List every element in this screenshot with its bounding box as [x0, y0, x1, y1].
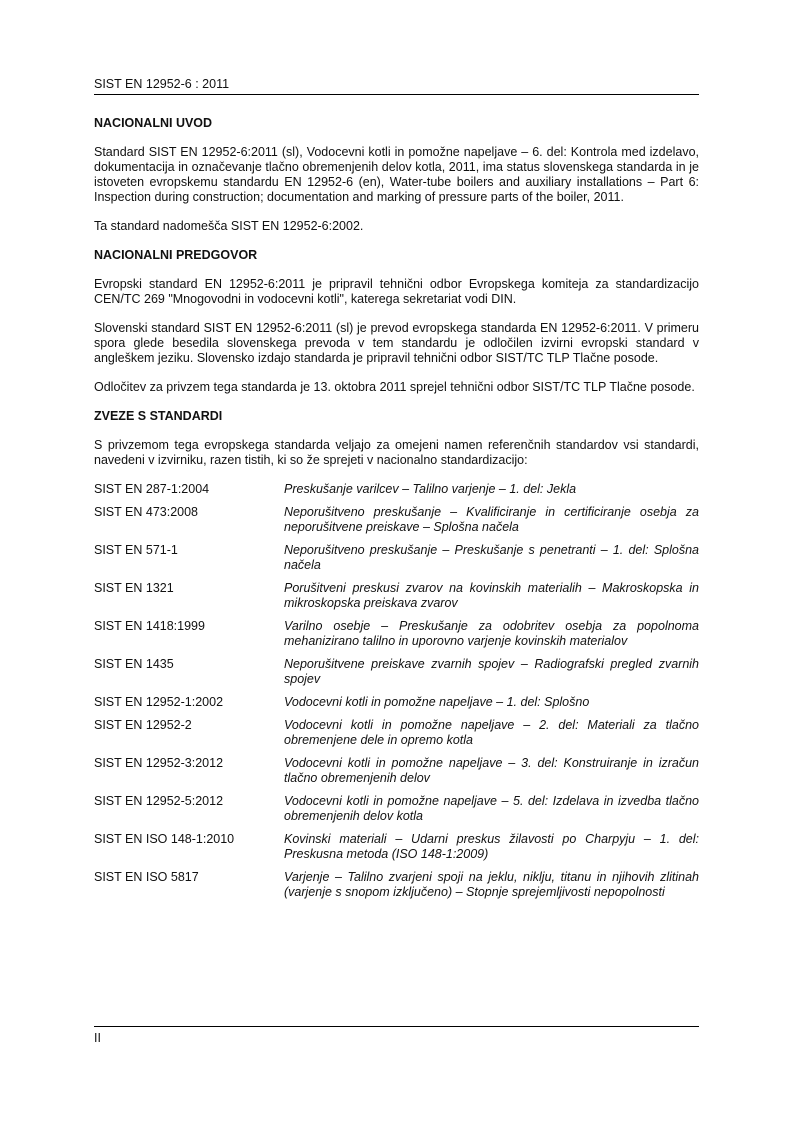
reference-row: [94, 505, 699, 535]
reference-list: [94, 482, 699, 900]
reference-code: SIST EN ISO 5817: [94, 870, 199, 884]
intro-heading: NACIONALNI UVOD: [94, 116, 213, 130]
reference-code: SIST EN 12952-5:2012: [94, 794, 224, 808]
reference-title: Vodocevni kotli in pomožne napeljave – 1. del: Splošno: [284, 695, 590, 709]
reference-code: SIST EN ISO 148-1:2010: [94, 832, 235, 846]
running-header: SIST EN 12952-6 : 2011: [94, 77, 230, 91]
reference-title: Neporušitvene preiskave zvarnih spojev – Radiografski pregled zvarnih spojev: [284, 657, 699, 686]
reference-code: SIST EN 12952-1:2002: [94, 695, 224, 709]
reference-title: Neporušitveno preskušanje – Kvalificiranje in certificiranje osebja za neporušitvene preiskave – Splošna načela: [284, 505, 699, 534]
reference-title: Varilno osebje – Preskušanje za odobritev osebja za popolnoma mehanizirano talilno in uporovno varjenje kovinskih materialov: [284, 619, 699, 648]
foreword-paragraph-2: Slovenski standard SIST EN 12952-6:2011 (sl) je prevod evropskega standarda EN 12952-6:2011. V primeru spora glede besedila slovenskega prevoda v tem standardu je odločilen izvirni evropski standard v angleškem jeziku. Slovensko izdajo standarda je pripravil tehnični odbor SIST/TC TLP Tlačne posode.: [94, 321, 699, 365]
reference-title: Varjenje – Talilno zvarjeni spoji na jeklu, niklju, titanu in njihovih zlitinah (varjenje s snopom izključeno) – Stopnje sprejemljivosti nepopolnosti: [284, 870, 699, 899]
reference-code: SIST EN 1321: [94, 581, 174, 595]
reference-code: SIST EN 12952-2: [94, 718, 192, 732]
intro-paragraph-1: Standard SIST EN 12952-6:2011 (sl), Vodocevni kotli in pomožne napeljave – 6. del: Kontrola med izdelavo, dokumentacija in označevanje tlačno obremenjenih delov kotla, 2011, ima status slovenskega standarda in je istoveten evropskemu standardu EN 12952-6 (en), Water-tube boilers and auxiliary installations – Part 6: Inspection during construction; documentation and marking of pressure parts of the boiler, 2011.: [94, 145, 699, 204]
foreword-heading: NACIONALNI PREDGOVOR: [94, 248, 258, 262]
reference-row: [94, 695, 699, 710]
reference-row: [94, 832, 699, 862]
reference-row: [94, 870, 699, 900]
links-heading: ZVEZE S STANDARDI: [94, 409, 223, 423]
reference-title: Preskušanje varilcev – Talilno varjenje – 1. del: Jekla: [284, 482, 577, 496]
reference-code: SIST EN 1418:1999: [94, 619, 205, 633]
foreword-paragraph-3: Odločitev za privzem tega standarda je 13. oktobra 2011 sprejel tehnični odbor SIST/TC TLP Tlačne posode.: [94, 380, 695, 394]
footer-divider: [94, 1026, 699, 1027]
reference-title: Vodocevni kotli in pomožne napeljave – 5. del: Izdelava in izvedba tlačno obremenjenih delov kotla: [284, 794, 699, 823]
reference-title: Vodocevni kotli in pomožne napeljave – 2. del: Materiali za tlačno obremenjene dele in opremo kotla: [284, 718, 699, 747]
reference-title: Porušitveni preskusi zvarov na kovinskih materialih – Makroskopska in mikroskopska preiskava zvarov: [284, 581, 699, 610]
reference-code: SIST EN 287-1:2004: [94, 482, 210, 496]
header-divider: [94, 94, 699, 95]
reference-row: [94, 619, 699, 649]
reference-code: SIST EN 473:2008: [94, 505, 199, 519]
reference-code: SIST EN 12952-3:2012: [94, 756, 224, 770]
reference-title: Vodocevni kotli in pomožne napeljave – 3. del: Konstruiranje in izračun tlačno obremenjenih delov: [284, 756, 699, 785]
intro-paragraph-2: Ta standard nadomešča SIST EN 12952-6:2002.: [94, 219, 364, 233]
page-body: [94, 116, 699, 908]
reference-code: SIST EN 571-1: [94, 543, 178, 557]
reference-code: SIST EN 1435: [94, 657, 174, 671]
page-number: II: [94, 1031, 101, 1045]
foreword-paragraph-1: Evropski standard EN 12952-6:2011 je pripravil tehnični odbor Evropskega komiteja za standardizacijo CEN/TC 269 "Mnogovodni in vodocevni kotli", katerega sekretariat vodi DIN.: [94, 277, 699, 306]
reference-row: [94, 657, 699, 687]
reference-title: Neporušitveno preskušanje – Preskušanje s penetranti – 1. del: Splošna načela: [284, 543, 699, 572]
links-paragraph-1: S privzemom tega evropskega standarda veljajo za omejeni namen referenčnih standardov vsi standardi, navedeni v izvirniku, razen tistih, ki so že sprejeti v nacionalno standardizacijo:: [94, 438, 699, 467]
reference-row: [94, 543, 699, 573]
reference-row: [94, 794, 699, 824]
reference-row: [94, 482, 699, 497]
reference-row: [94, 718, 699, 748]
reference-row: [94, 756, 699, 786]
reference-row: [94, 581, 699, 611]
reference-title: Kovinski materiali – Udarni preskus žilavosti po Charpyju – 1. del: Preskusna metoda (ISO 148-1:2009): [284, 832, 699, 861]
